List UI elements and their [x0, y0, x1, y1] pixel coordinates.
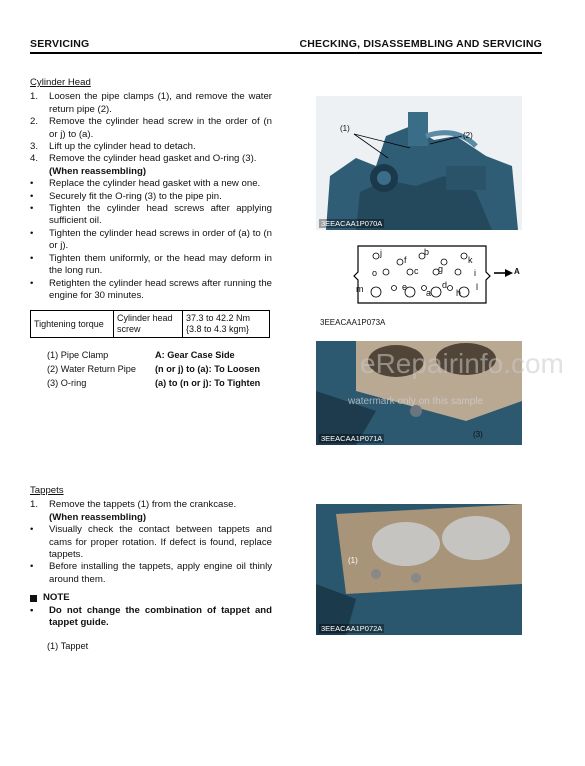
screw-order-letter: j	[380, 248, 382, 258]
legend-row: (3) O-ring (a) to (n or j): To Tighten	[47, 378, 261, 389]
step-item: 3. Lift up the cylinder head to detach.	[30, 141, 196, 153]
step-item: 1. Remove the tappets (1) from the crankcase.	[30, 499, 237, 511]
fig3-caption: 3EEACAA1P071A	[321, 434, 383, 443]
note-square-icon	[30, 595, 37, 602]
bullet-item: • Visually check the contact between tappets and cams for proper rotation. If defect is found, replace tappets.	[30, 524, 272, 561]
bullet-item: • Retighten the cylinder head screws after running the engine for 30 minutes.	[30, 277, 272, 301]
cylinder-head-legend	[30, 348, 272, 390]
tappets-steps	[30, 499, 272, 511]
fig4-caption: 3EEACAA1P072A	[321, 624, 383, 633]
note-bullet: • Do not change the combination of tappet and tappet guide.	[30, 604, 272, 629]
screw-order-letter: c	[414, 266, 419, 276]
screw-order-letter: l	[476, 282, 478, 292]
screw-order-letter: b	[424, 247, 430, 257]
bullet-item: • Before installing the tappets, apply engine oil thinly around them.	[30, 561, 272, 585]
torque-item: Cylinder head screw	[114, 311, 183, 338]
header-chapter: CHECKING, DISASSEMBLING AND SERVICING	[299, 38, 542, 50]
step-item: 1. Loosen the pipe clamps (1), and remove the water return pipe (2).	[30, 91, 272, 115]
screw-order-diagram	[352, 242, 492, 307]
torque-value: 37.3 to 42.2 Nm {3.8 to 4.3 kgm}	[183, 311, 270, 338]
page-header	[30, 38, 542, 50]
legend-row: (1) Pipe Clamp A: Gear Case Side	[47, 350, 235, 361]
watermark-main: eRepairinfo.com	[360, 348, 564, 379]
screw-order-letter: g	[438, 264, 444, 274]
bullet-item: • Tighten them uniformly, or the head may deform in the long run.	[30, 252, 272, 277]
screw-order-letter: a	[426, 288, 432, 298]
fig1-label-2: (2)	[463, 131, 473, 140]
screw-order-letter: h	[456, 288, 462, 298]
torque-table	[30, 310, 270, 338]
cylinder-head-bullets	[30, 178, 272, 302]
tappets-title: Tappets	[30, 485, 64, 496]
gear-case-side-label: A	[514, 267, 520, 276]
step-item: 2. Remove the cylinder head screw in the order of (n or j) to (a).	[30, 116, 272, 140]
screw-order-letter: k	[468, 255, 473, 265]
screw-order-letter: m	[356, 284, 364, 294]
bullet-item: • Tighten the cylinder head screws in order of (a) to (n or j).	[30, 227, 272, 252]
fig1-leader-lines	[350, 128, 470, 168]
header-rule	[30, 52, 542, 54]
bullet-item: • Replace the cylinder head gasket with a new one.	[30, 178, 261, 190]
cylinder-head-title: Cylinder Head	[30, 77, 91, 88]
fig3-label: (3)	[473, 430, 483, 439]
tappets-legend: (1) Tappet	[47, 641, 89, 652]
screw-order-letter: e	[402, 282, 408, 292]
watermark-sub: watermark only on this sample	[348, 396, 484, 407]
screw-order-letter: d	[442, 280, 448, 290]
fig2-caption: 3EEACAA1P073A	[320, 318, 386, 327]
bullet-item: • Tighten the cylinder head screws after applying sufficient oil.	[30, 203, 272, 227]
cylinder-head-section	[30, 77, 272, 390]
crankcase-photo-tappets	[316, 504, 522, 635]
note-heading: NOTE	[30, 592, 272, 604]
legend-row: (2) Water Return Pipe (n or j) to (a): To Loosen	[47, 364, 260, 375]
cylinder-head-steps	[30, 91, 272, 165]
fig4-label: (1)	[348, 556, 358, 565]
tappets-bullets	[30, 524, 272, 586]
step-item: 4. Remove the cylinder head gasket and O-ring (3).	[30, 153, 257, 165]
cylinder-head-reassembly-heading: (When reassembling)	[49, 165, 147, 177]
header-section: SERVICING	[30, 38, 90, 50]
fig1-label-1: (1)	[340, 124, 350, 133]
tappets-section	[30, 485, 272, 653]
screw-order-letter: o	[372, 268, 378, 278]
screw-order-letter: i	[474, 268, 476, 278]
screw-order-letter: f	[404, 255, 407, 265]
fig1-caption: 3EEACAA1P070A	[321, 219, 383, 228]
bullet-item: • Securely fit the O-ring (3) to the pipe pin.	[30, 190, 222, 202]
torque-label: Tightening torque	[31, 311, 114, 338]
tappets-reassembly-heading: (When reassembling)	[49, 511, 147, 523]
arrow-right-icon	[494, 268, 514, 278]
